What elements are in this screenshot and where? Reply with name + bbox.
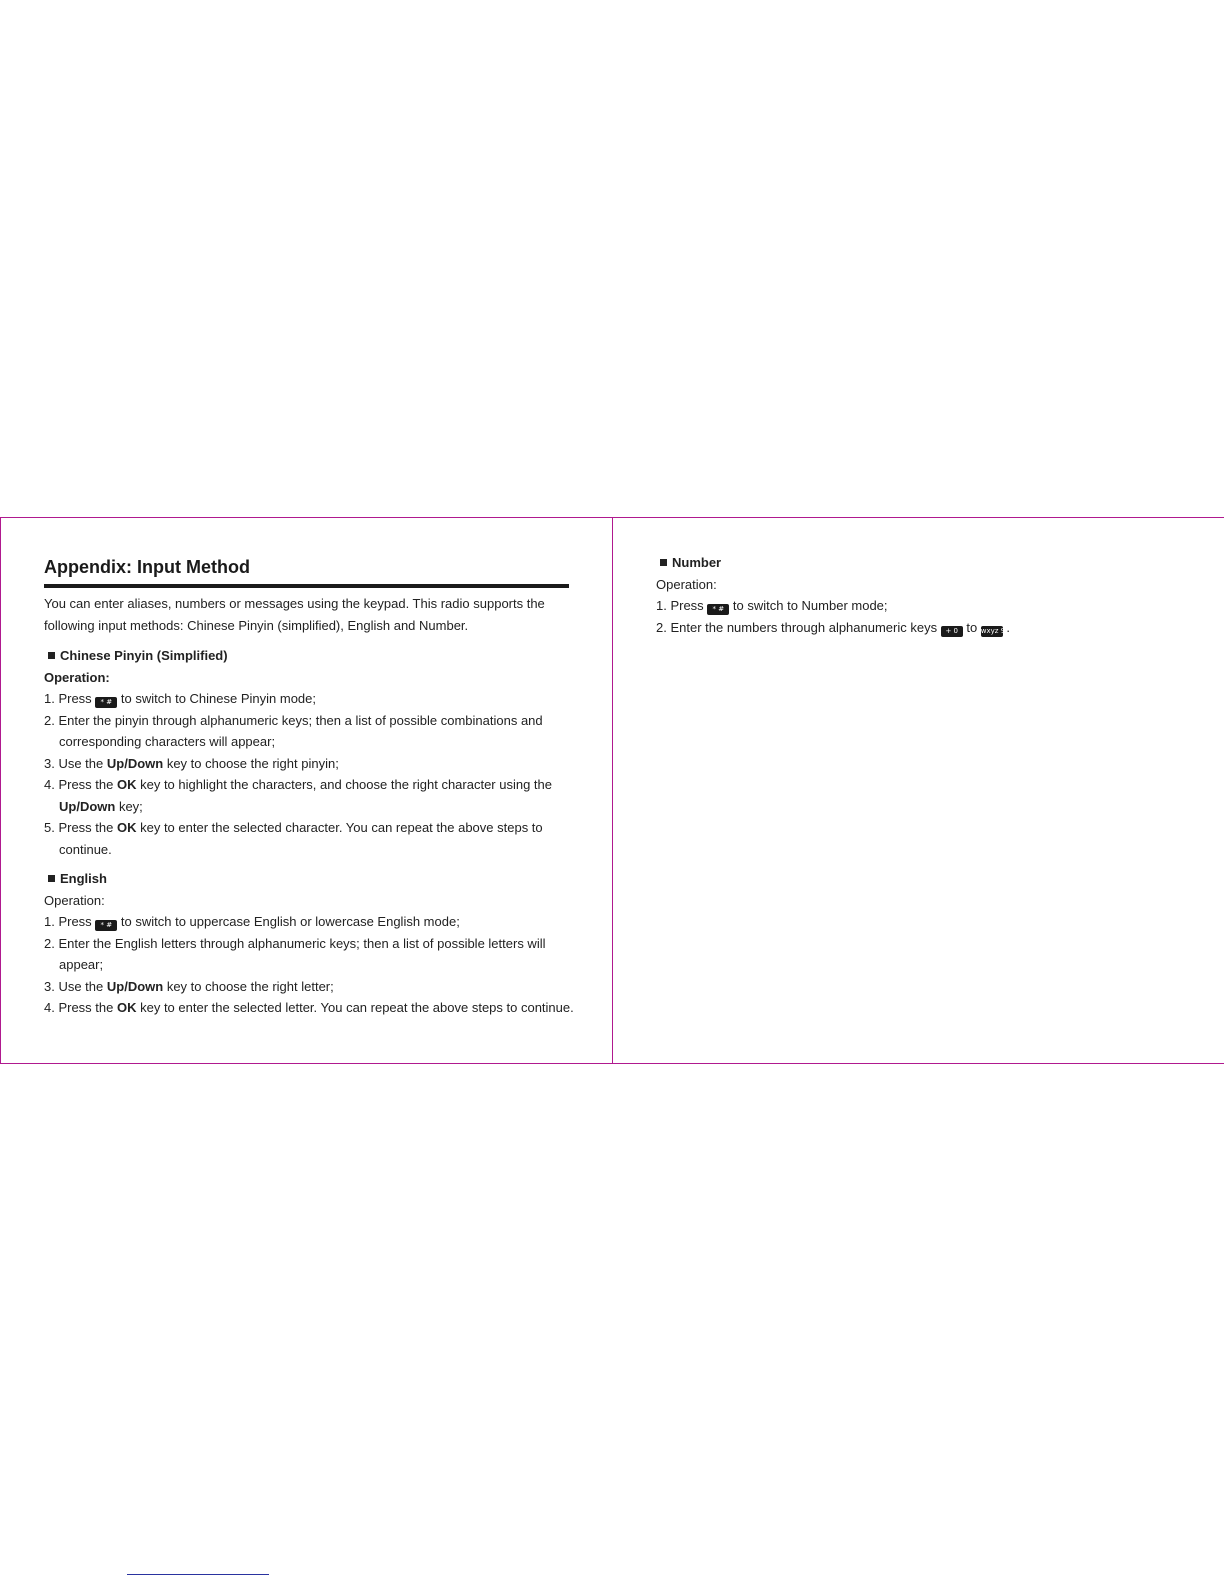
intro-line-1: You can enter aliases, numbers or messages using the keypad. This radio supports the xyxy=(44,596,545,611)
pinyin-step-4: 4. Press the OK key to highlight the characters, and choose the right character using the xyxy=(44,777,553,792)
english-step-2-cont: appear; xyxy=(59,957,104,972)
bullet-square-icon xyxy=(660,559,667,566)
english-step-1: 1. Press * # to switch to uppercase English or lowercase English mode; xyxy=(44,914,460,929)
pinyin-step-5: 5. Press the OK key to enter the selected character. You can repeat the above steps to xyxy=(44,820,543,835)
english-operation-label: Operation: xyxy=(44,893,105,908)
english-heading: English xyxy=(48,870,107,888)
zero-key-icon: + 0 xyxy=(941,626,963,637)
hash-key-icon: * # xyxy=(707,604,729,615)
title-rule xyxy=(44,584,569,588)
number-step-2: 2. Enter the numbers through alphanumeric keys + 0 to wxyz 9 . xyxy=(656,620,1011,635)
pinyin-step-2: 2. Enter the pinyin through alphanumeric keys; then a list of possible combinations and xyxy=(44,713,543,728)
footer-link-underline xyxy=(127,1574,269,1575)
number-step-1: 1. Press * # to switch to Number mode; xyxy=(656,598,888,613)
hash-key-icon: * # xyxy=(95,697,117,708)
page-divider xyxy=(612,517,613,1064)
pinyin-step-4-cont: Up/Down key; xyxy=(59,799,143,814)
bullet-square-icon xyxy=(48,652,55,659)
number-heading: Number xyxy=(660,554,721,572)
bullet-square-icon xyxy=(48,875,55,882)
intro-line-2: following input methods: Chinese Pinyin (simplified), English and Number. xyxy=(44,618,469,633)
pinyin-step-3: 3. Use the Up/Down key to choose the right pinyin; xyxy=(44,756,339,771)
english-step-2: 2. Enter the English letters through alphanumeric keys; then a list of possible letters will xyxy=(44,936,546,951)
pinyin-step-2-cont: corresponding characters will appear; xyxy=(59,734,276,749)
frame-left-edge xyxy=(0,517,1,1064)
hash-key-icon: * # xyxy=(95,920,117,931)
english-step-3: 3. Use the Up/Down key to choose the right letter; xyxy=(44,979,334,994)
number-operation-label: Operation: xyxy=(656,577,717,592)
page-title: Appendix: Input Method xyxy=(44,557,250,577)
pinyin-step-5-cont: continue. xyxy=(59,842,112,857)
nine-key-icon: wxyz 9 xyxy=(980,627,1006,635)
english-step-4: 4. Press the OK key to enter the selected letter. You can repeat the above steps to continue. xyxy=(44,1000,574,1015)
pinyin-heading: Chinese Pinyin (Simplified) xyxy=(48,647,228,665)
pinyin-operation-label: Operation: xyxy=(44,670,110,685)
pinyin-step-1: 1. Press * # to switch to Chinese Pinyin mode; xyxy=(44,691,317,706)
